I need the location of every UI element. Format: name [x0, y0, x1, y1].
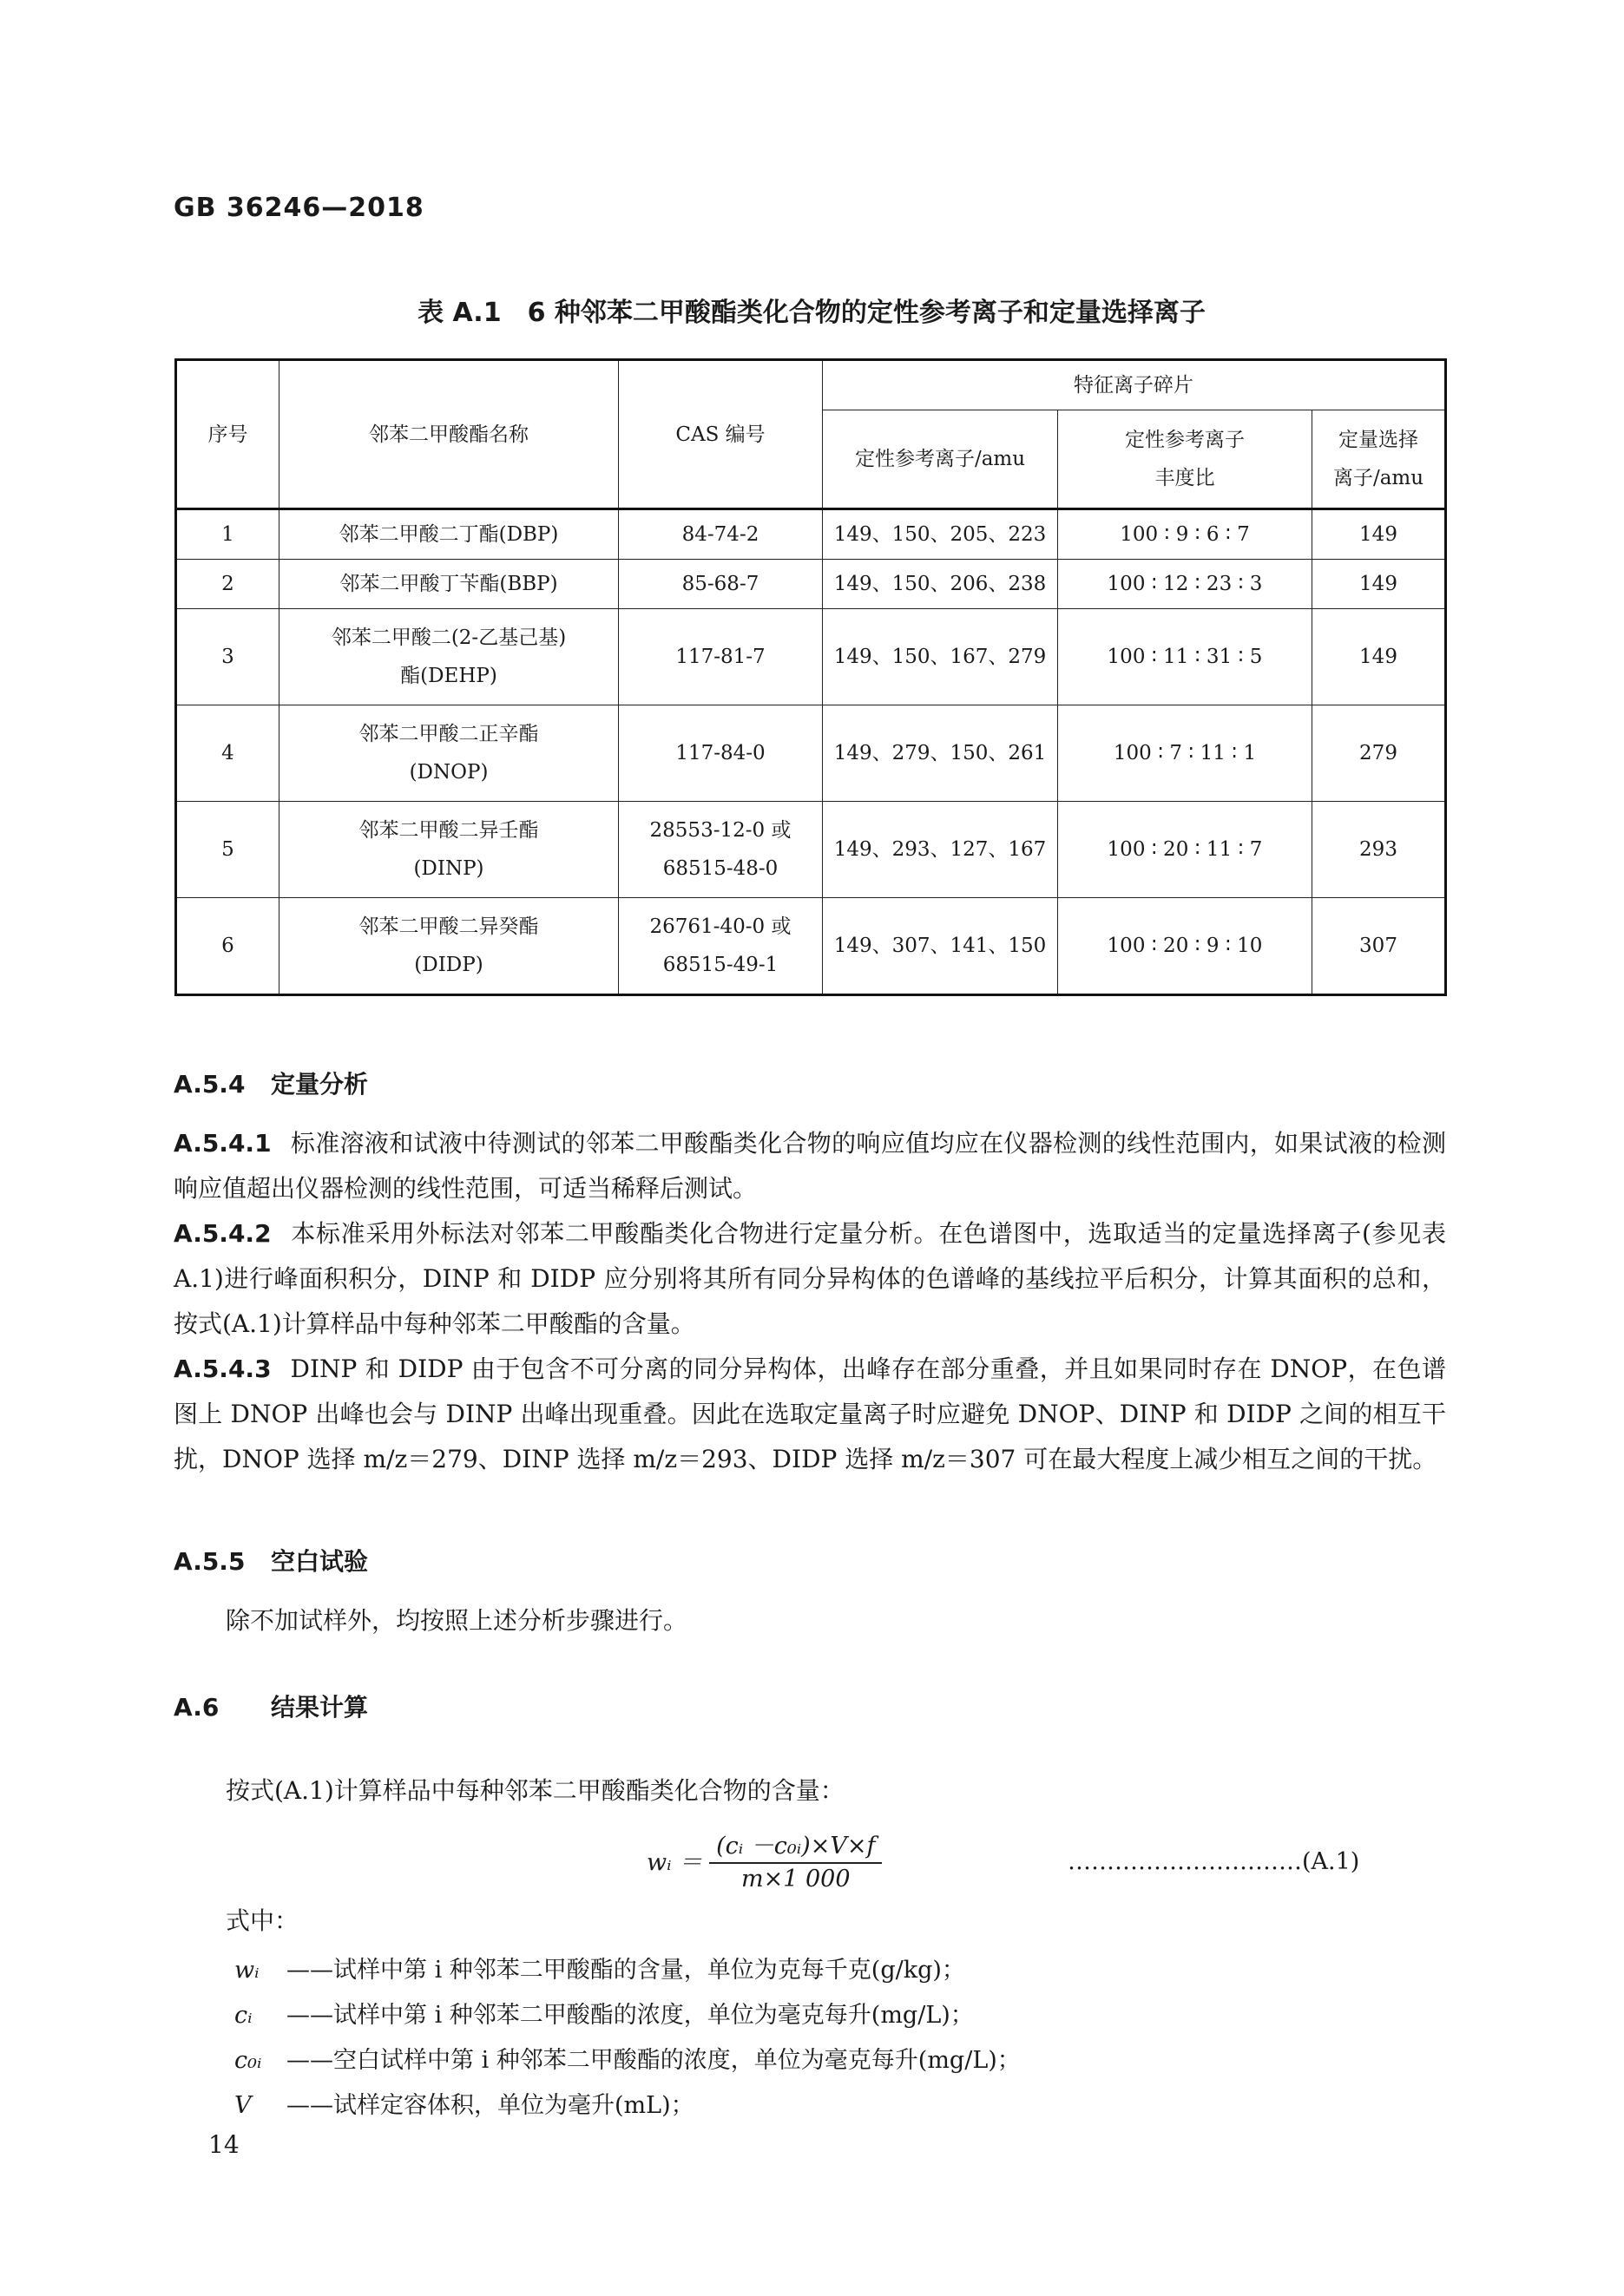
- cell-cas: 117-81-7: [619, 609, 823, 705]
- cell-cas-line1: 28553-12-0 或: [649, 819, 792, 842]
- paragraph-a5542: [174, 1211, 1446, 1347]
- variable-text: ——试样定容体积，单位为毫升(mL)；: [286, 2092, 694, 2119]
- blank-test-text: 除不加试样外，均按照上述分析步骤进行。: [226, 1606, 688, 1635]
- table-title: 表 A.1 6 种邻苯二甲酸酯类化合物的定性参考离子和定量选择离子: [418, 298, 1206, 328]
- section-title: 空白试验: [271, 1547, 369, 1576]
- cell-ratio: 100 ∶ 9 ∶ 6 ∶ 7: [1058, 509, 1312, 560]
- clause-text: 本标准采用外标法对邻苯二甲酸酯类化合物进行定量分析。在色谱图中，选取适当的定量选择离子(参见表 A.1)进行峰面积积分，DINP 和 DIDP 应分别将其所有同分异构体的色谱峰的基线拉平后积分，计算其面积的总和，按式(A.1)计算样品中每种邻苯二甲酸酯的含量。: [174, 1219, 1446, 1338]
- cell-name: [279, 705, 619, 802]
- cell-ratio: 100 ∶ 12 ∶ 23 ∶ 3: [1058, 560, 1312, 609]
- calculation-intro: 按式(A.1)计算样品中每种邻苯二甲酸酯类化合物的含量：: [226, 1776, 845, 1805]
- clause-number: A.5.4.3: [174, 1355, 272, 1383]
- formula-numerator: (cᵢ －c₀ᵢ)×V×f: [709, 1827, 882, 1864]
- cell-cas-line1: 26761-40-0 或: [649, 915, 792, 938]
- section-heading-a6: [174, 1689, 368, 1723]
- cell-name-line1: 邻苯二甲酸二异壬酯: [358, 819, 539, 842]
- header-qual-ratio-line2: 丰度比: [1154, 467, 1215, 489]
- paragraph-a5541: [174, 1121, 1446, 1211]
- cell-ions: 149、279、150、261: [823, 705, 1058, 802]
- cell-quant: 149: [1312, 560, 1446, 609]
- header-qual-ions: 定性参考离子/amu: [823, 410, 1058, 509]
- section-heading-a555: [174, 1543, 368, 1578]
- section-number: A.5.4: [174, 1070, 246, 1099]
- cell-ions: 149、150、205、223: [823, 509, 1058, 560]
- header-quant-ion: [1312, 410, 1446, 509]
- header-name: 邻苯二甲酸酯名称: [279, 360, 619, 509]
- variable-symbol: V: [234, 2092, 252, 2119]
- clause-number: A.5.4.2: [174, 1219, 272, 1248]
- cell-name: [279, 609, 619, 705]
- cell-seq: 6: [176, 898, 279, 995]
- variable-text: ——试样中第 i 种邻苯二甲酸酯的含量，单位为克每千克(g/kg)；: [286, 1957, 965, 1984]
- cell-ions: 149、150、206、238: [823, 560, 1058, 609]
- cell-name-line2: (DNOP): [409, 761, 489, 784]
- ion-table: [174, 358, 1447, 996]
- cell-cas: 117-84-0: [619, 705, 823, 802]
- header-quant-line1: 定量选择: [1338, 429, 1418, 451]
- cell-seq: 5: [176, 802, 279, 898]
- clause-number: A.5.4.1: [174, 1129, 272, 1158]
- variable-definition: [234, 1951, 965, 1984]
- variable-definition: [234, 2086, 694, 2120]
- cell-ratio: 100 ∶ 20 ∶ 11 ∶ 7: [1058, 802, 1312, 898]
- cell-name: 邻苯二甲酸二丁酯(DBP): [279, 509, 619, 560]
- header-seq: 序号: [176, 360, 279, 509]
- cell-ions: 149、293、127、167: [823, 802, 1058, 898]
- variable-definition: [234, 1996, 974, 2030]
- cell-quant: 293: [1312, 802, 1446, 898]
- variable-text: ——空白试样中第 i 种邻苯二甲酸酯的浓度，单位为毫克每升(mg/L)；: [286, 2047, 1021, 2074]
- cell-seq: 1: [176, 509, 279, 560]
- cell-name-line2: (DIDP): [414, 954, 483, 976]
- variable-symbol: wᵢ: [234, 1957, 260, 1984]
- page-number: 14: [208, 2130, 240, 2159]
- formula-fraction: [709, 1827, 882, 1893]
- cell-seq: 2: [176, 560, 279, 609]
- cell-cas: [619, 802, 823, 898]
- cell-cas-line2: 68515-48-0: [662, 857, 779, 880]
- cell-cas: 85-68-7: [619, 560, 823, 609]
- cell-quant: 307: [1312, 898, 1446, 995]
- cell-cas-line2: 68515-49-1: [662, 954, 779, 976]
- cell-name: [279, 802, 619, 898]
- header-qual-ratio: [1058, 410, 1312, 509]
- section-number: A.6: [174, 1693, 220, 1722]
- cell-quant: 149: [1312, 509, 1446, 560]
- section-number: A.5.5: [174, 1547, 246, 1576]
- cell-ratio: 100 ∶ 20 ∶ 9 ∶ 10: [1058, 898, 1312, 995]
- cell-ratio: 100 ∶ 7 ∶ 11 ∶ 1: [1058, 705, 1312, 802]
- formula-lhs: wᵢ ＝: [647, 1848, 703, 1876]
- table-row: [176, 705, 1446, 802]
- cell-name: [279, 898, 619, 995]
- header-characteristic-ions: 特征离子碎片: [823, 360, 1446, 410]
- variable-text: ——试样中第 i 种邻苯二甲酸酯的浓度，单位为毫克每升(mg/L)；: [286, 2002, 974, 2029]
- formula-denominator: m×1 000: [741, 1866, 851, 1893]
- cell-name-line1: 邻苯二甲酸二(2-乙基己基): [331, 626, 567, 649]
- section-heading-a554: [174, 1066, 368, 1100]
- cell-cas: [619, 898, 823, 995]
- cell-name: 邻苯二甲酸丁苄酯(BBP): [279, 560, 619, 609]
- formula-number: …………………………(A.1): [1068, 1848, 1360, 1875]
- variable-definition: [234, 2041, 1021, 2075]
- paragraph-a5543: [174, 1347, 1446, 1482]
- cell-quant: 149: [1312, 609, 1446, 705]
- cell-name-line2: 酯(DEHP): [400, 665, 497, 687]
- cell-name-line1: 邻苯二甲酸二异癸酯: [358, 915, 539, 938]
- table-row: [176, 509, 1446, 560]
- header-quant-line2: 离子/amu: [1332, 467, 1424, 489]
- formula-a1: [647, 1827, 882, 1893]
- table-row: [176, 802, 1446, 898]
- variable-symbol: cᵢ: [234, 2002, 253, 2029]
- cell-name-line2: (DINP): [413, 857, 484, 880]
- variable-symbol: c₀ᵢ: [234, 2047, 262, 2074]
- cell-seq: 3: [176, 609, 279, 705]
- table-row: [176, 898, 1446, 995]
- standard-number-header: GB 36246—2018: [174, 193, 424, 223]
- cell-quant: 279: [1312, 705, 1446, 802]
- cell-ions: 149、307、141、150: [823, 898, 1058, 995]
- table-row: [176, 609, 1446, 705]
- cell-ions: 149、150、167、279: [823, 609, 1058, 705]
- header-cas: CAS 编号: [619, 360, 823, 509]
- cell-name-line1: 邻苯二甲酸二正辛酯: [358, 723, 539, 745]
- table-row: [176, 560, 1446, 609]
- where-label: 式中：: [226, 1906, 299, 1935]
- header-qual-ratio-line1: 定性参考离子: [1125, 429, 1245, 451]
- cell-cas: 84-74-2: [619, 509, 823, 560]
- section-title: 定量分析: [271, 1070, 369, 1099]
- cell-ratio: 100 ∶ 11 ∶ 31 ∶ 5: [1058, 609, 1312, 705]
- section-title: 结果计算: [271, 1693, 369, 1722]
- clause-text: 标准溶液和试液中待测试的邻苯二甲酸酯类化合物的响应值均应在仪器检测的线性范围内，如果试液的检测响应值超出仪器检测的线性范围，可适当稀释后测试。: [174, 1129, 1446, 1203]
- clause-text: DINP 和 DIDP 由于包含不可分离的同分异构体，出峰存在部分重叠，并且如果同时存在 DNOP，在色谱图上 DNOP 出峰也会与 DINP 出峰出现重叠。因此在选取定量离子时应避免 DNOP、DINP 和 DIDP 之间的相互干扰，DNOP 选择 m/z＝279、DINP 选择 m/z＝293、DIDP 选择 m/z＝307 可在最大程度上减少相互之间的干扰。: [174, 1355, 1446, 1473]
- cell-seq: 4: [176, 705, 279, 802]
